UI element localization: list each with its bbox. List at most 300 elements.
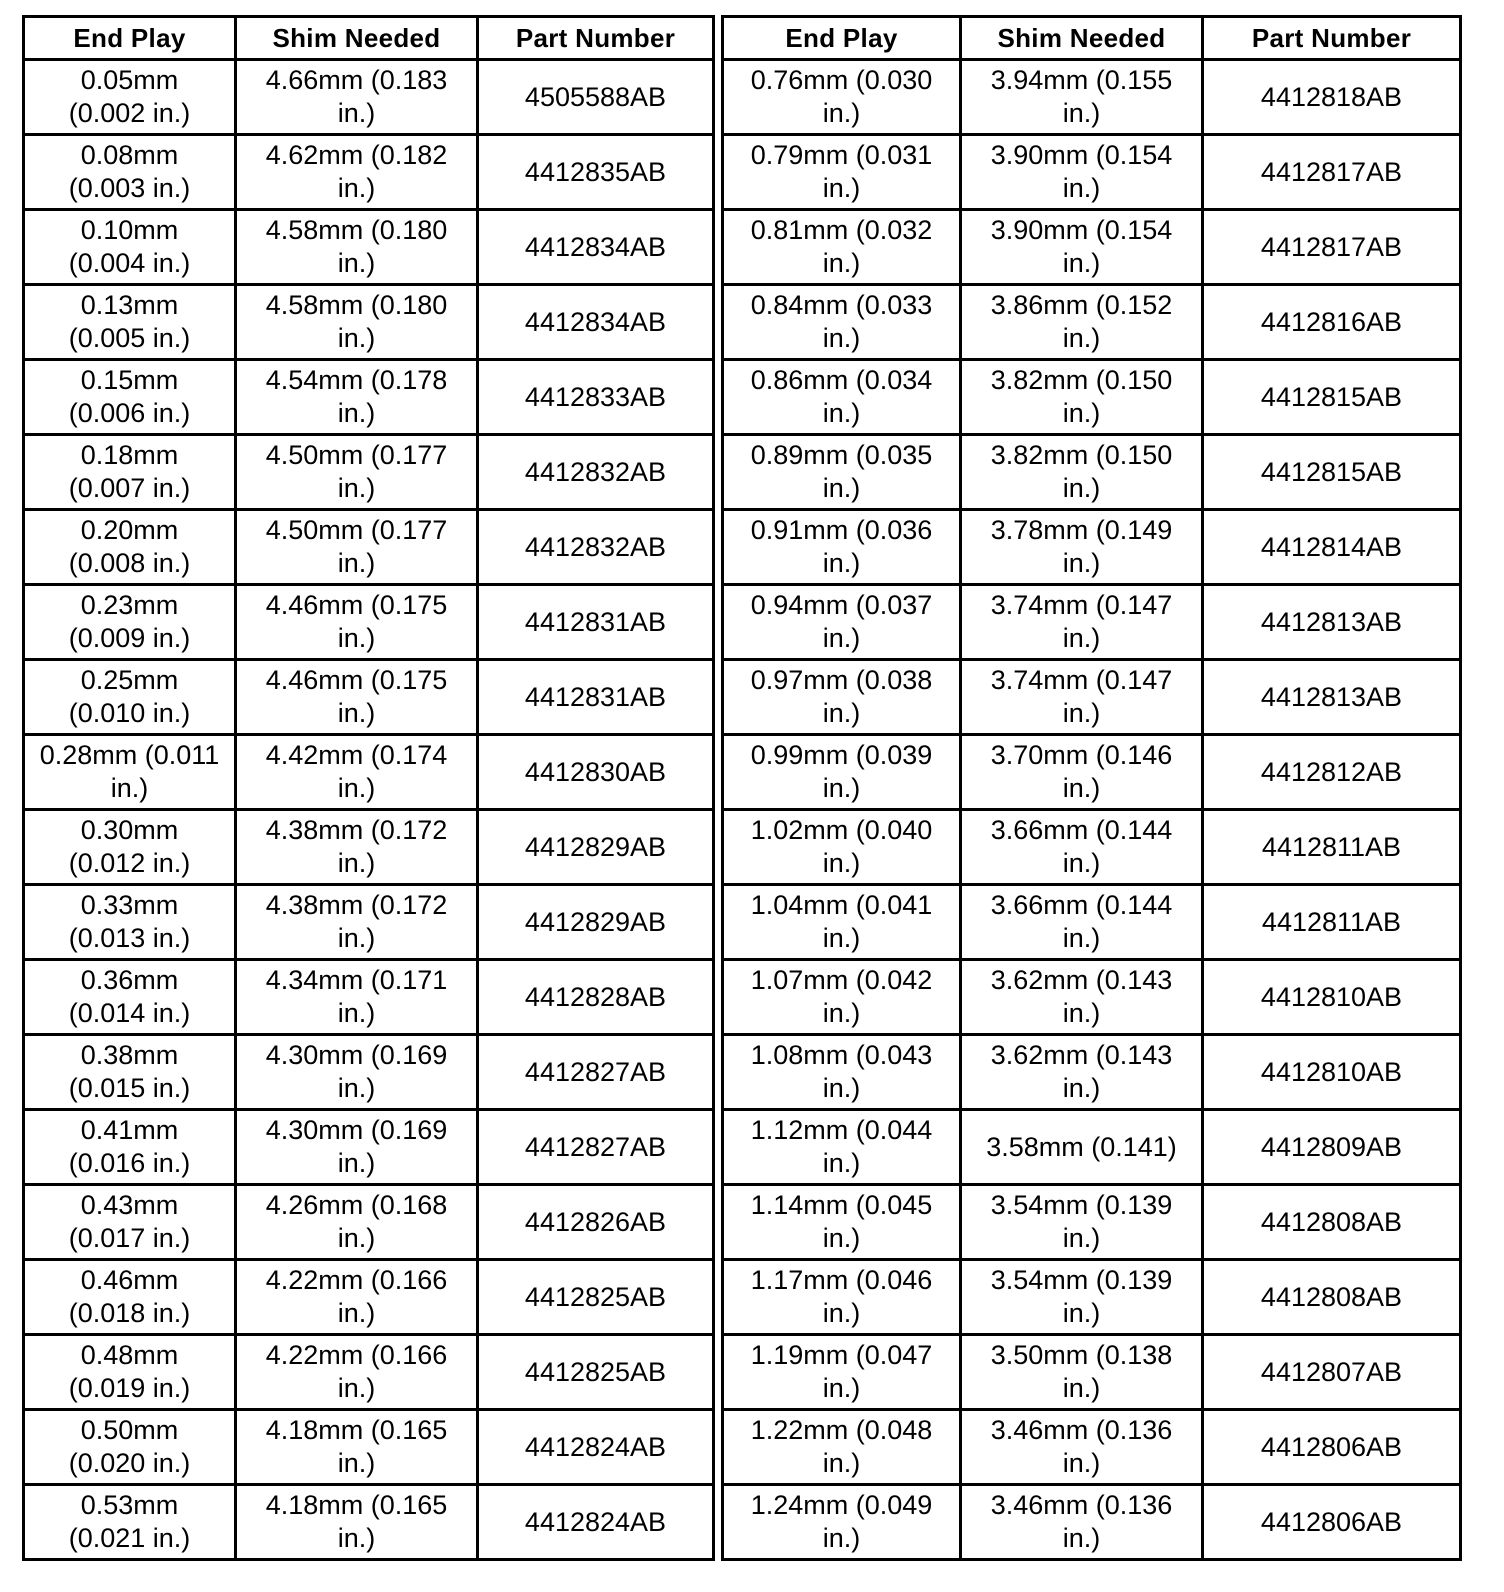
end-play-cell <box>24 435 236 510</box>
cell-line: in.) <box>337 848 376 878</box>
cell-line: 0.94mm (0.037 <box>750 590 933 620</box>
cell-line: 3.74mm (0.147 <box>990 665 1173 695</box>
cell-line: 4.46mm (0.175 <box>265 590 448 620</box>
end-play-cell <box>24 60 236 135</box>
table-row <box>723 1110 1461 1185</box>
part-number-cell: 4412806AB <box>1203 1410 1461 1485</box>
cell-line: 4.58mm (0.180 <box>265 290 448 320</box>
table-row <box>723 135 1461 210</box>
part-number-cell: 4412827AB <box>478 1035 714 1110</box>
cell-line: 4.30mm (0.169 <box>265 1115 448 1145</box>
table-row <box>24 435 714 510</box>
part-number-cell: 4412815AB <box>1203 435 1461 510</box>
cell-line: (0.013 in.) <box>68 923 191 953</box>
part-number-cell: 4412809AB <box>1203 1110 1461 1185</box>
cell-line: 3.62mm (0.143 <box>990 1040 1173 1070</box>
shim-needed-cell <box>236 1035 478 1110</box>
part-number-cell: 4412832AB <box>478 435 714 510</box>
cell-line: 1.12mm (0.044 <box>750 1115 933 1145</box>
cell-line: in.) <box>822 323 861 353</box>
table-row <box>723 1260 1461 1335</box>
part-number-cell: 4412824AB <box>478 1485 714 1560</box>
part-number-cell: 4412827AB <box>478 1110 714 1185</box>
table-row <box>723 1485 1461 1560</box>
shim-chart <box>22 15 1462 1561</box>
part-number-cell: 4412829AB <box>478 885 714 960</box>
cell-line: 0.38mm <box>80 1040 179 1070</box>
part-number-cell: 4412813AB <box>1203 585 1461 660</box>
part-number-cell: 4412828AB <box>478 960 714 1035</box>
cell-line: 0.91mm (0.036 <box>750 515 933 545</box>
cell-line: (0.017 in.) <box>68 1223 191 1253</box>
end-play-cell <box>24 960 236 1035</box>
cell-line: 0.10mm <box>80 215 179 245</box>
cell-line: in.) <box>822 173 861 203</box>
end-play-cell <box>24 1035 236 1110</box>
shim-needed-cell <box>961 585 1203 660</box>
shim-needed-cell <box>236 1260 478 1335</box>
part-number-cell: 4412816AB <box>1203 285 1461 360</box>
end-play-cell <box>24 585 236 660</box>
cell-line: 3.66mm (0.144 <box>990 890 1173 920</box>
cell-line: 4.22mm (0.166 <box>265 1265 448 1295</box>
cell-line: 4.50mm (0.177 <box>265 440 448 470</box>
part-number-cell: 4505588AB <box>478 60 714 135</box>
cell-line: in.) <box>1062 848 1101 878</box>
cell-line: 0.79mm (0.031 <box>750 140 933 170</box>
cell-line: in.) <box>822 1073 861 1103</box>
cell-line: (0.016 in.) <box>68 1148 191 1178</box>
part-number-cell: 4412811AB <box>1203 885 1461 960</box>
cell-line: in.) <box>822 698 861 728</box>
cell-line: 4.46mm (0.175 <box>265 665 448 695</box>
cell-line: 3.90mm (0.154 <box>990 215 1173 245</box>
part-number-cell: 4412810AB <box>1203 1035 1461 1110</box>
cell-line: 1.08mm (0.043 <box>750 1040 933 1070</box>
cell-line: in.) <box>822 473 861 503</box>
end-play-cell <box>24 210 236 285</box>
part-number-cell: 4412834AB <box>478 285 714 360</box>
cell-line: 0.30mm <box>80 815 179 845</box>
shim-needed-cell <box>961 1335 1203 1410</box>
cell-line: 4.50mm (0.177 <box>265 515 448 545</box>
cell-line: (0.019 in.) <box>68 1373 191 1403</box>
cell-line: 3.54mm (0.139 <box>990 1190 1173 1220</box>
shim-needed-cell <box>236 810 478 885</box>
table-row <box>24 660 714 735</box>
header-row <box>723 17 1461 60</box>
cell-line: 0.99mm (0.039 <box>750 740 933 770</box>
part-number-cell: 4412825AB <box>478 1260 714 1335</box>
table-body <box>723 60 1461 1560</box>
shim-needed-cell <box>236 285 478 360</box>
cell-line: (0.015 in.) <box>68 1073 191 1103</box>
cell-line: in.) <box>337 248 376 278</box>
part-number-cell: 4412818AB <box>1203 60 1461 135</box>
end-play-cell <box>723 1185 961 1260</box>
cell-line: in.) <box>1062 473 1101 503</box>
cell-line: 4.26mm (0.168 <box>265 1190 448 1220</box>
end-play-cell <box>24 810 236 885</box>
cell-line: in.) <box>337 473 376 503</box>
cell-line: in.) <box>822 623 861 653</box>
cell-line: in.) <box>822 923 861 953</box>
cell-line: (0.020 in.) <box>68 1448 191 1478</box>
cell-line: in.) <box>337 698 376 728</box>
shim-needed-cell <box>236 1185 478 1260</box>
cell-line: in.) <box>822 1373 861 1403</box>
table-row <box>723 1335 1461 1410</box>
table-row <box>723 1035 1461 1110</box>
cell-line: in.) <box>1062 323 1101 353</box>
table-row <box>24 1410 714 1485</box>
cell-line: (0.018 in.) <box>68 1298 191 1328</box>
part-number-cell: 4412825AB <box>478 1335 714 1410</box>
cell-line: in.) <box>822 1448 861 1478</box>
cell-line: 3.94mm (0.155 <box>990 65 1173 95</box>
cell-line: 4.38mm (0.172 <box>265 815 448 845</box>
shim-needed-cell <box>236 585 478 660</box>
cell-line: 0.18mm <box>80 440 179 470</box>
table-row <box>723 435 1461 510</box>
end-play-cell <box>723 1110 961 1185</box>
shim-needed-cell <box>961 285 1203 360</box>
cell-line: 1.24mm (0.049 <box>750 1490 933 1520</box>
cell-line: (0.005 in.) <box>68 323 191 353</box>
cell-line: in.) <box>337 623 376 653</box>
end-play-cell <box>723 1035 961 1110</box>
table-row <box>24 1185 714 1260</box>
shim-needed-cell <box>236 135 478 210</box>
cell-line: (0.009 in.) <box>68 623 191 653</box>
cell-line: 0.08mm <box>80 140 179 170</box>
cell-line: 0.81mm (0.032 <box>750 215 933 245</box>
cell-line: in.) <box>110 773 149 803</box>
end-play-cell <box>723 1410 961 1485</box>
table-row <box>723 1185 1461 1260</box>
cell-line: 3.90mm (0.154 <box>990 140 1173 170</box>
part-number-cell: 4412833AB <box>478 360 714 435</box>
shim-needed-cell <box>961 435 1203 510</box>
cell-line: in.) <box>337 1373 376 1403</box>
end-play-cell <box>24 660 236 735</box>
cell-line: 0.86mm (0.034 <box>750 365 933 395</box>
cell-line: 1.14mm (0.045 <box>750 1190 933 1220</box>
header-shim-needed: Shim Needed <box>236 17 478 60</box>
part-number-cell: 4412814AB <box>1203 510 1461 585</box>
cell-line: 0.20mm <box>80 515 179 545</box>
cell-line: 3.46mm (0.136 <box>990 1490 1173 1520</box>
cell-line: 3.82mm (0.150 <box>990 440 1173 470</box>
cell-line: 4.38mm (0.172 <box>265 890 448 920</box>
cell-line: in.) <box>1062 698 1101 728</box>
header-part-number: Part Number <box>1203 17 1461 60</box>
cell-line: in.) <box>1062 1523 1101 1553</box>
shim-needed-cell <box>236 435 478 510</box>
part-number-cell: 4412815AB <box>1203 360 1461 435</box>
cell-line: in.) <box>822 1523 861 1553</box>
end-play-cell <box>723 885 961 960</box>
cell-line: 4.18mm (0.165 <box>265 1415 448 1445</box>
cell-line: 3.58mm (0.141) <box>986 1131 1177 1162</box>
end-play-cell <box>723 60 961 135</box>
part-number-cell: 4412830AB <box>478 735 714 810</box>
table-row <box>723 885 1461 960</box>
part-number-cell: 4412813AB <box>1203 660 1461 735</box>
table-row <box>24 735 714 810</box>
end-play-cell <box>723 585 961 660</box>
cell-line: in.) <box>822 1223 861 1253</box>
shim-needed-cell <box>961 210 1203 285</box>
shim-needed-cell <box>961 960 1203 1035</box>
cell-line: 0.43mm <box>80 1190 179 1220</box>
cell-line: 0.89mm (0.035 <box>750 440 933 470</box>
shim-needed-cell <box>961 1410 1203 1485</box>
end-play-cell <box>723 960 961 1035</box>
cell-line: in.) <box>337 773 376 803</box>
table-row <box>723 735 1461 810</box>
cell-line: in.) <box>1062 548 1101 578</box>
table-row <box>723 585 1461 660</box>
table-row <box>24 885 714 960</box>
shim-needed-cell <box>961 735 1203 810</box>
end-play-cell <box>723 1260 961 1335</box>
cell-line: 1.07mm (0.042 <box>750 965 933 995</box>
cell-line: in.) <box>1062 1298 1101 1328</box>
end-play-cell <box>24 285 236 360</box>
part-number-cell: 4412807AB <box>1203 1335 1461 1410</box>
table-row <box>723 210 1461 285</box>
shim-needed-cell <box>961 1185 1203 1260</box>
cell-line: 3.86mm (0.152 <box>990 290 1173 320</box>
cell-line: in.) <box>337 98 376 128</box>
end-play-cell <box>24 1335 236 1410</box>
shim-needed-cell <box>236 660 478 735</box>
part-number-cell: 4412806AB <box>1203 1485 1461 1560</box>
part-number-cell: 4412808AB <box>1203 1260 1461 1335</box>
cell-line: in.) <box>822 398 861 428</box>
cell-line: (0.021 in.) <box>68 1523 191 1553</box>
end-play-cell <box>723 735 961 810</box>
end-play-cell <box>723 435 961 510</box>
shim-needed-cell <box>236 1335 478 1410</box>
part-number-cell: 4412810AB <box>1203 960 1461 1035</box>
part-number-cell: 4412817AB <box>1203 210 1461 285</box>
cell-line: 0.41mm <box>80 1115 179 1145</box>
shim-needed-cell <box>961 360 1203 435</box>
cell-line: 1.22mm (0.048 <box>750 1415 933 1445</box>
end-play-cell <box>24 735 236 810</box>
part-number-cell: 4412831AB <box>478 585 714 660</box>
cell-line: in.) <box>822 1298 861 1328</box>
cell-line: 0.33mm <box>80 890 179 920</box>
cell-line: in.) <box>337 173 376 203</box>
cell-line: 0.84mm (0.033 <box>750 290 933 320</box>
cell-line: in.) <box>1062 98 1101 128</box>
cell-line: in.) <box>1062 1373 1101 1403</box>
shim-needed-cell <box>236 60 478 135</box>
shim-needed-cell <box>236 960 478 1035</box>
cell-line: in.) <box>337 923 376 953</box>
cell-line: in.) <box>337 1148 376 1178</box>
cell-line: (0.010 in.) <box>68 698 191 728</box>
cell-line: 0.97mm (0.038 <box>750 665 933 695</box>
header-row <box>24 17 714 60</box>
shim-needed-cell <box>236 360 478 435</box>
cell-line: 4.22mm (0.166 <box>265 1340 448 1370</box>
table-row <box>24 210 714 285</box>
cell-line: 1.02mm (0.040 <box>750 815 933 845</box>
end-play-cell <box>723 360 961 435</box>
end-play-cell <box>723 210 961 285</box>
cell-line: in.) <box>1062 998 1101 1028</box>
shim-needed-cell <box>961 660 1203 735</box>
cell-line: 0.76mm (0.030 <box>750 65 933 95</box>
cell-line: (0.008 in.) <box>68 548 191 578</box>
cell-line: 3.54mm (0.139 <box>990 1265 1173 1295</box>
table-row <box>24 960 714 1035</box>
cell-line: (0.003 in.) <box>68 173 191 203</box>
cell-line: 4.42mm (0.174 <box>265 740 448 770</box>
cell-line: 1.19mm (0.047 <box>750 1340 933 1370</box>
cell-line: in.) <box>337 398 376 428</box>
shim-needed-cell <box>961 885 1203 960</box>
cell-line: in.) <box>337 1073 376 1103</box>
part-number-cell: 4412826AB <box>478 1185 714 1260</box>
cell-line: 0.05mm <box>80 65 179 95</box>
cell-line: 0.23mm <box>80 590 179 620</box>
end-play-cell <box>24 1410 236 1485</box>
end-play-cell <box>723 660 961 735</box>
shim-needed-cell <box>961 135 1203 210</box>
shim-needed-cell <box>236 1410 478 1485</box>
cell-line: in.) <box>337 548 376 578</box>
shim-needed-cell <box>961 510 1203 585</box>
table-row <box>24 510 714 585</box>
table-row <box>723 1410 1461 1485</box>
end-play-cell <box>24 510 236 585</box>
shim-needed-cell <box>961 1110 1203 1185</box>
cell-line: 1.17mm (0.046 <box>750 1265 933 1295</box>
end-play-cell <box>24 360 236 435</box>
header-end-play: End Play <box>723 17 961 60</box>
cell-line: 0.28mm (0.011 <box>39 740 220 770</box>
shim-needed-cell <box>236 510 478 585</box>
shim-needed-cell <box>236 1110 478 1185</box>
cell-line: in.) <box>337 323 376 353</box>
table-row <box>24 1110 714 1185</box>
cell-line: in.) <box>337 1448 376 1478</box>
part-number-cell: 4412824AB <box>478 1410 714 1485</box>
cell-line: in.) <box>1062 773 1101 803</box>
cell-line: 0.13mm <box>80 290 179 320</box>
part-number-cell: 4412832AB <box>478 510 714 585</box>
cell-line: 4.18mm (0.165 <box>265 1490 448 1520</box>
cell-line: in.) <box>822 248 861 278</box>
table-row <box>723 60 1461 135</box>
cell-line: (0.006 in.) <box>68 398 191 428</box>
header-part-number: Part Number <box>478 17 714 60</box>
cell-line: 4.62mm (0.182 <box>265 140 448 170</box>
table-row <box>723 660 1461 735</box>
table-row <box>723 285 1461 360</box>
cell-line: 3.82mm (0.150 <box>990 365 1173 395</box>
table-row <box>723 510 1461 585</box>
table-row <box>24 285 714 360</box>
table-row <box>24 585 714 660</box>
cell-line: (0.004 in.) <box>68 248 191 278</box>
part-number-cell: 4412835AB <box>478 135 714 210</box>
cell-line: in.) <box>822 548 861 578</box>
shim-table-left <box>22 15 715 1561</box>
part-number-cell: 4412808AB <box>1203 1185 1461 1260</box>
cell-line: 4.58mm (0.180 <box>265 215 448 245</box>
table-row <box>24 810 714 885</box>
cell-line: 0.25mm <box>80 665 179 695</box>
part-number-cell: 4412829AB <box>478 810 714 885</box>
table-row <box>723 810 1461 885</box>
cell-line: in.) <box>337 1523 376 1553</box>
cell-line: 3.50mm (0.138 <box>990 1340 1173 1370</box>
cell-line: 0.50mm <box>80 1415 179 1445</box>
end-play-cell <box>723 135 961 210</box>
table-row <box>24 1335 714 1410</box>
table-row <box>24 1035 714 1110</box>
cell-line: 0.36mm <box>80 965 179 995</box>
cell-line: in.) <box>822 848 861 878</box>
end-play-cell <box>24 885 236 960</box>
shim-needed-cell <box>236 1485 478 1560</box>
cell-line: in.) <box>1062 1073 1101 1103</box>
part-number-cell: 4412817AB <box>1203 135 1461 210</box>
cell-line: (0.014 in.) <box>68 998 191 1028</box>
cell-line: in.) <box>1062 248 1101 278</box>
cell-line: (0.007 in.) <box>68 473 191 503</box>
table-row <box>24 135 714 210</box>
part-number-cell: 4412831AB <box>478 660 714 735</box>
cell-line: in.) <box>1062 1223 1101 1253</box>
cell-line: 4.30mm (0.169 <box>265 1040 448 1070</box>
shim-needed-cell <box>961 1260 1203 1335</box>
shim-needed-cell <box>236 735 478 810</box>
cell-line: 4.54mm (0.178 <box>265 365 448 395</box>
cell-line: 4.34mm (0.171 <box>265 965 448 995</box>
cell-line: 3.62mm (0.143 <box>990 965 1173 995</box>
cell-line: 0.46mm <box>80 1265 179 1295</box>
table-row <box>723 360 1461 435</box>
end-play-cell <box>24 1110 236 1185</box>
cell-line: in.) <box>1062 173 1101 203</box>
shim-table-right <box>721 15 1462 1561</box>
table-row <box>24 60 714 135</box>
table-body <box>24 60 714 1560</box>
cell-line: 3.66mm (0.144 <box>990 815 1173 845</box>
end-play-cell <box>723 1335 961 1410</box>
cell-line: 3.46mm (0.136 <box>990 1415 1173 1445</box>
part-number-cell: 4412812AB <box>1203 735 1461 810</box>
end-play-cell <box>723 510 961 585</box>
cell-line: in.) <box>1062 923 1101 953</box>
cell-line: 0.53mm <box>80 1490 179 1520</box>
table-row <box>24 1260 714 1335</box>
cell-line: 3.70mm (0.146 <box>990 740 1173 770</box>
cell-line: in.) <box>1062 1448 1101 1478</box>
cell-line: in.) <box>1062 623 1101 653</box>
end-play-cell <box>24 1185 236 1260</box>
table-row <box>723 960 1461 1035</box>
cell-line: in.) <box>1062 398 1101 428</box>
cell-line: (0.012 in.) <box>68 848 191 878</box>
